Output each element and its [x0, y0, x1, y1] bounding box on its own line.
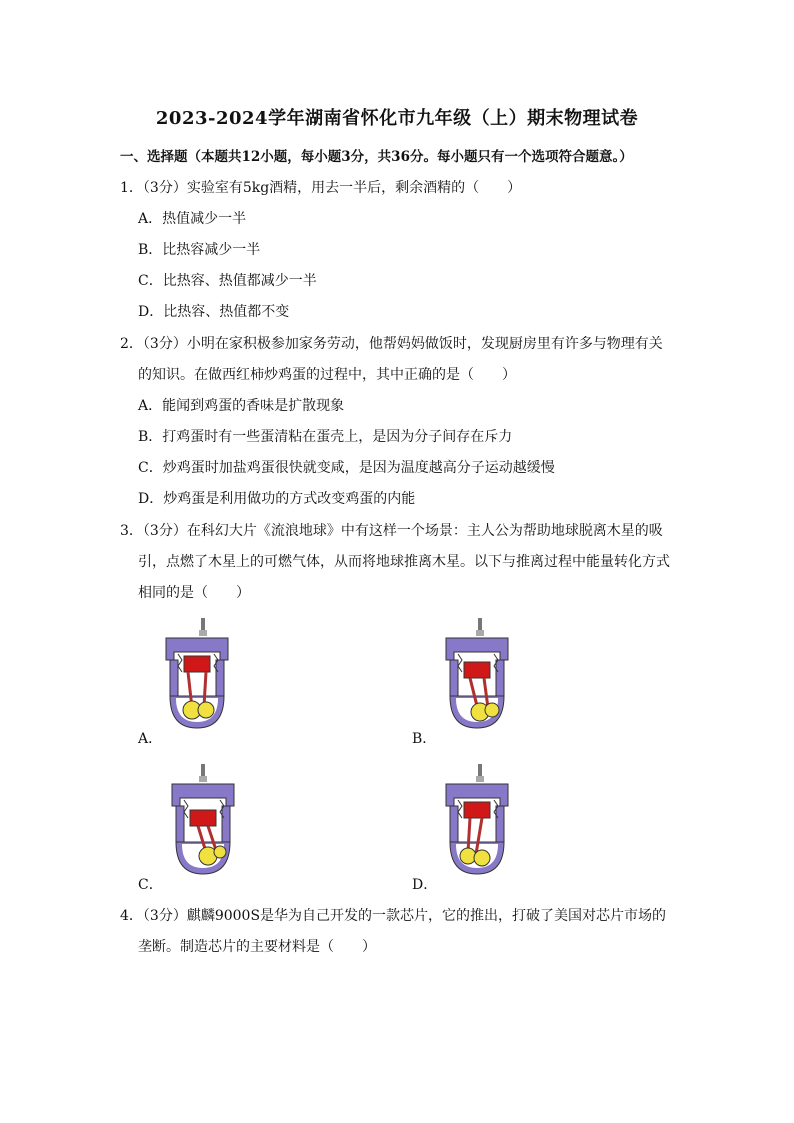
question-1-option-b: B．比热容减少一半: [138, 242, 261, 258]
engine-b-drawing: [446, 618, 508, 728]
question-2-stem-line2: 的知识。在做西红柿炒鸡蛋的过程中，其中正确的是（ ）: [138, 367, 516, 383]
engine-diagram-b: [442, 618, 512, 730]
question-2-option-a: A．能闻到鸡蛋的香味是扩散现象: [138, 398, 345, 414]
question-3-stem-line1: 3．（3分）在科幻大片《流浪地球》中有这样一个场景：主人公为帮助地球脱离木星的吸: [120, 523, 663, 539]
section-heading: 一、选择题（本题共12小题，每小题3分，共36分。每小题只有一个选项符合题意。）: [120, 149, 633, 165]
page-title: 2023-2024学年湖南省怀化市九年级（上）期末物理试卷: [155, 108, 639, 129]
question-2-option-d: D．炒鸡蛋是利用做功的方式改变鸡蛋的内能: [138, 491, 416, 507]
engine-a-drawing: [166, 618, 228, 728]
figure-label-d: D．: [412, 877, 438, 893]
question-3-stem-line3: 相同的是（ ）: [138, 585, 250, 601]
engine-diagram-a: [162, 618, 232, 730]
question-2-option-c: C．炒鸡蛋时加盐鸡蛋很快就变咸，是因为温度越高分子运动越缓慢: [138, 460, 555, 476]
question-1-option-d: D．比热容、热值都不变: [138, 304, 290, 320]
figure-label-b: B．: [412, 731, 437, 747]
question-1-option-c: C．比热容、热值都减少一半: [138, 273, 317, 289]
engine-diagram-d: [442, 764, 512, 876]
engine-diagram-c: [168, 764, 238, 876]
question-4-stem-line2: 垄断。制造芯片的主要材料是（ ）: [138, 939, 376, 955]
engine-c-drawing: [172, 764, 234, 874]
question-4-stem-line1: 4．（3分）麒麟9000S是华为自己开发的一款芯片，它的推出，打破了美国对芯片市场的: [120, 908, 667, 924]
engine-d-drawing: [446, 764, 508, 874]
question-1-option-a: A．热值减少一半: [138, 211, 247, 227]
figure-label-c: C．: [138, 877, 163, 893]
figure-label-a: A．: [138, 731, 163, 747]
question-1-stem: 1．（3分）实验室有5kg酒精，用去一半后，剩余酒精的（ ）: [120, 180, 522, 196]
question-2-stem-line1: 2．（3分）小明在家积极参加家务劳动，他帮妈妈做饭时，发现厨房里有许多与物理有关: [120, 336, 663, 352]
question-2-option-b: B．打鸡蛋时有一些蛋清粘在蛋壳上，是因为分子间存在斥力: [138, 429, 513, 445]
question-3-stem-line2: 引，点燃了木星上的可燃气体，从而将地球推离木星。以下与推离过程中能量转化方式: [138, 554, 670, 570]
